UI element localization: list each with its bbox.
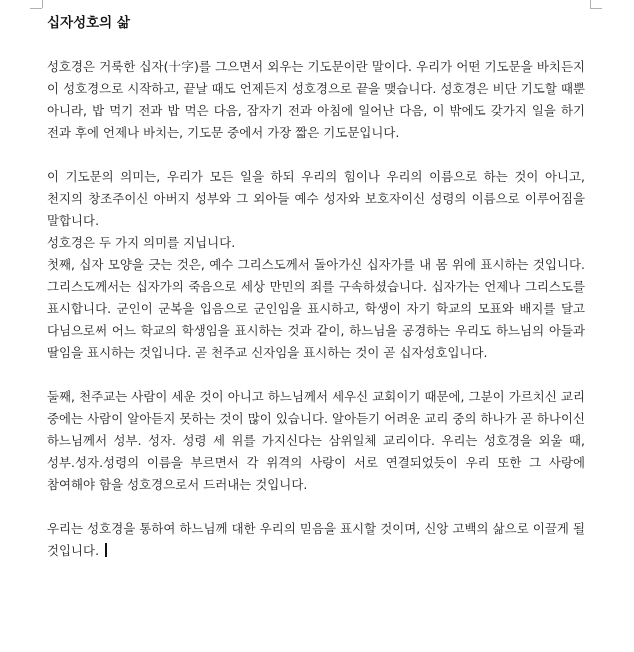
paragraph-two-meanings: 성호경은 두 가지 의미를 지닙니다.: [47, 235, 236, 250]
document-title: 십자성호의 삶: [47, 15, 130, 31]
margin-corner-top-left: [30, 0, 43, 8]
paragraph-first: 첫째, 십자 모양을 긋는 것은, 예수 그리스도께서 돌아가신 십자가를 내 몸 위에 표시하는 것입니다. 그리스도께서는 십자가의 죽음으로 세상 만민의 죄를 구속하셨습니다. 십자가는 언제나 그리스도를 표시합니다. 군인이 군복을 입음으로 군인임을 표시하고, 학생이 자기 학교의 모표와 배지를 달고 다님으로써 어느 학교의 학생임을 표시하는 것과 같이, 하느님을 공경하는 우리도 하느님의 아들과 딸임을 표시하는 것입니다. 곧 천주교 신자임을 표시하는 것이 곧 십자성호입니다.: [47, 257, 585, 360]
empty-line: [47, 144, 585, 166]
margin-corner-top-left-edge: [30, 8, 42, 9]
paragraph-conclusion: [47, 518, 585, 562]
paragraph-second: 둘째, 천주교는 사람이 세운 것이 아니고 하느님께서 세우신 교회이기 때문에, 그분이 가르치신 교리 중에는 사람이 알아듣지 못하는 것이 많이 있습니다. 알아듣기 어려운 교리 중의 하나가 곧 하나이신 하느님께서 성부. 성자. 성령 세 위를 가지신다는 삼위일체 교리이다. 우리는 성호경을 외울 때, 성부.성자.성령의 이름을 부르면서 각 위격의 사랑이 서로 연결되었듯이 우리 또한 그 사랑에 참여해야 함을 성호경으로서 드러내는 것입니다.: [47, 389, 585, 492]
empty-line: [47, 364, 585, 386]
paragraph-meaning: 이 기도문의 의미는, 우리가 모든 일을 하되 우리의 힘이나 우리의 이름으로 하는 것이 아니고, 천지의 창조주이신 아버지 성부와 그 외아들 예수 성자와 보호자이신 성령의 이름으로 이루어짐을 말합니다.: [47, 169, 585, 228]
document-body[interactable]: [47, 12, 585, 562]
margin-corner-top-right-edge: [590, 8, 602, 9]
paragraph-intro: 성호경은 거룩한 십자(十字)를 그으면서 외우는 기도문이란 말이다. 우리가 어떤 기도문을 바치든지 이 성호경으로 시작하고, 끝날 때도 언제든지 성호경으로 끝을 맺습니다. 성호경은 비단 기도할 때뿐 아니라, 밥 먹기 전과 밥 먹은 다음, 잠자기 전과 아침에 일어난 다음, 이 밖에도 갖가지 일을 하기 전과 후에 언제나 바치는, 기도문 중에서 가장 짧은 기도문입니다.: [47, 59, 585, 140]
empty-line: [47, 496, 585, 518]
text-cursor: [105, 543, 107, 557]
margin-corner-top-right: [590, 0, 603, 8]
paragraph-conclusion-text: 우리는 성호경을 통하여 하느님께 대한 우리의 믿음을 표시할 것이며, 신앙 고백의 삶으로 이끌게 될 것입니다.: [47, 521, 585, 558]
